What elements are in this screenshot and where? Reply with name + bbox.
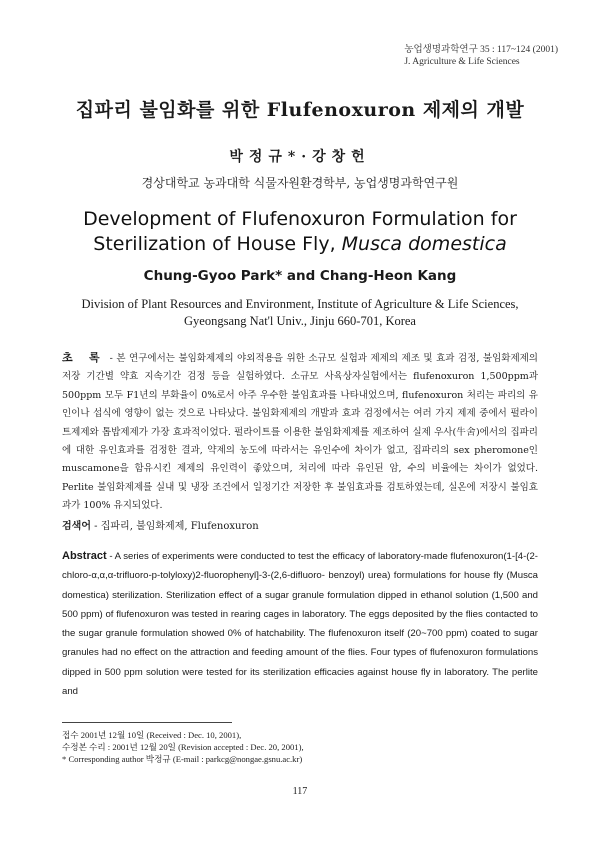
- abstract-english-heading: Abstract: [62, 550, 107, 562]
- abstract-korean-body: - 본 연구에서는 불임화제제의 야외적용을 위한 소규모 실험과 제제의 제조 및 효과 검정, 불임화제제의 저장 기간별 약효 지속기간 검정 등을 실험하였다. 소규모 사육상자실험에서는 flufenoxuron 1,500ppm과 500ppm 모두 F1년의 부화율이 0%로서 아주 우수한 불임효과를 나타내었으며, flufenoxuron 처리는 파리의 유인이나 섭식에 영향이 없는 것으로 나타났다. 불임화제제의 개발과 효과 검정에서는 여러 가지 제제 중에서 펄라이트제제와 톱밥제제가 가장 효과적이었다. 펄라이트를 이용한 불임화제제를 제조하여 실제 우사(牛舍)에서의 집파리에 대한 유인효과를 검정한 결과, 약제의 농도에 따라서는 유인수에 차이가 없고, 집파리의 sex pheromone인 muscamone을 함유시킨 제제의 유인력이 좋았으며, 처리에 따라 유인된 암, 수의 비율에는 차이가 없었다. Perlite 불임화제제를 실내 및 냉장 조건에서 일정기간 저장한 후 불임효과를 검토하였는데, 실온에 저장시 불임효과가 100% 유지되었다.: [62, 353, 538, 512]
- affiliation-english-line2: Gyeongsang Nat'l Univ., Jinju 660-701, Korea: [184, 314, 416, 328]
- authors-korean: 박정규*·강창헌: [229, 149, 371, 165]
- journal-name-en: J. Agriculture & Life Sciences: [404, 57, 520, 67]
- footnotes: [62, 729, 304, 766]
- journal-citation-ko: 농업생명과학연구 35 : 117~124 (2001): [404, 45, 558, 55]
- authors-english: Chung-Gyoo Park* and Chang-Heon Kang: [143, 268, 457, 284]
- title-english-line2-text: Sterilization of House Fly,: [93, 233, 342, 255]
- page-number: 117: [292, 786, 308, 797]
- title-english-line2: [0, 232, 600, 257]
- species-name: Musca domestica: [341, 233, 507, 255]
- affiliation-korean: 경상대학교 농과대학 식물자원환경학부, 농업생명과학연구원: [141, 176, 459, 190]
- journal-header: [404, 44, 558, 68]
- abstract-korean-heading: 초 록: [62, 351, 106, 364]
- keywords-korean: [62, 517, 538, 532]
- affiliation-english: [50, 296, 550, 330]
- keywords-list: - 집파리, 불임화제제, Flufenoxuron: [94, 521, 259, 532]
- footnote-corresponding-author: * Corresponding author 박정규 (E-mail : parkcg@nongae.gsnu.ac.kr): [62, 754, 303, 765]
- footnote-revision: 수정본 수리 : 2001년 12월 20일 (Revision accepted : Dec. 20, 2001),: [62, 742, 304, 753]
- footnote-divider: [62, 722, 232, 723]
- keywords-heading: 검색어: [62, 521, 91, 532]
- abstract-english: [62, 547, 538, 701]
- title-english: [0, 207, 600, 257]
- footnote-received: 접수 2001년 12월 10일 (Received : Dec. 10, 2001),: [62, 730, 242, 740]
- abstract-korean: [62, 349, 538, 516]
- title-english-line1: Development of Flufenoxuron Formulation for: [83, 208, 517, 230]
- abstract-english-body: - A series of experiments were conducted to test the efficacy of laboratory-made flufenoxuron(1-[4-(2-chloro-α,α,α-trifluoro-p-tolyloxy)2-fluorophenyl]-3-(2,6-difluoro- benzoyl) urea) formulations for house fly (Musca domestica) sterilization. Sterilization effect of a sugar granule formulation dipped in ethanol solution (1,500 and 500 ppm) of flufenoxuron was tested in rearing cages in laboratory. The eggs deposited by the flies contacted to the sugar granule formulation showed 0% of hatchability. The flufenoxuron itself (20~700 ppm) coated to sugar granules had no effect on the attraction and feeding amount of the flies. Four types of flufenoxuron formulations dipped in 500 ppm solution were tested for its sterilization efficacies against house fly in laboratory. The perlite and: [62, 551, 538, 698]
- title-korean: 집파리 불임화를 위한 Flufenoxuron 제제의 개발: [75, 99, 525, 121]
- affiliation-english-line1: Division of Plant Resources and Environment, Institute of Agriculture & Life Sciences,: [81, 297, 519, 311]
